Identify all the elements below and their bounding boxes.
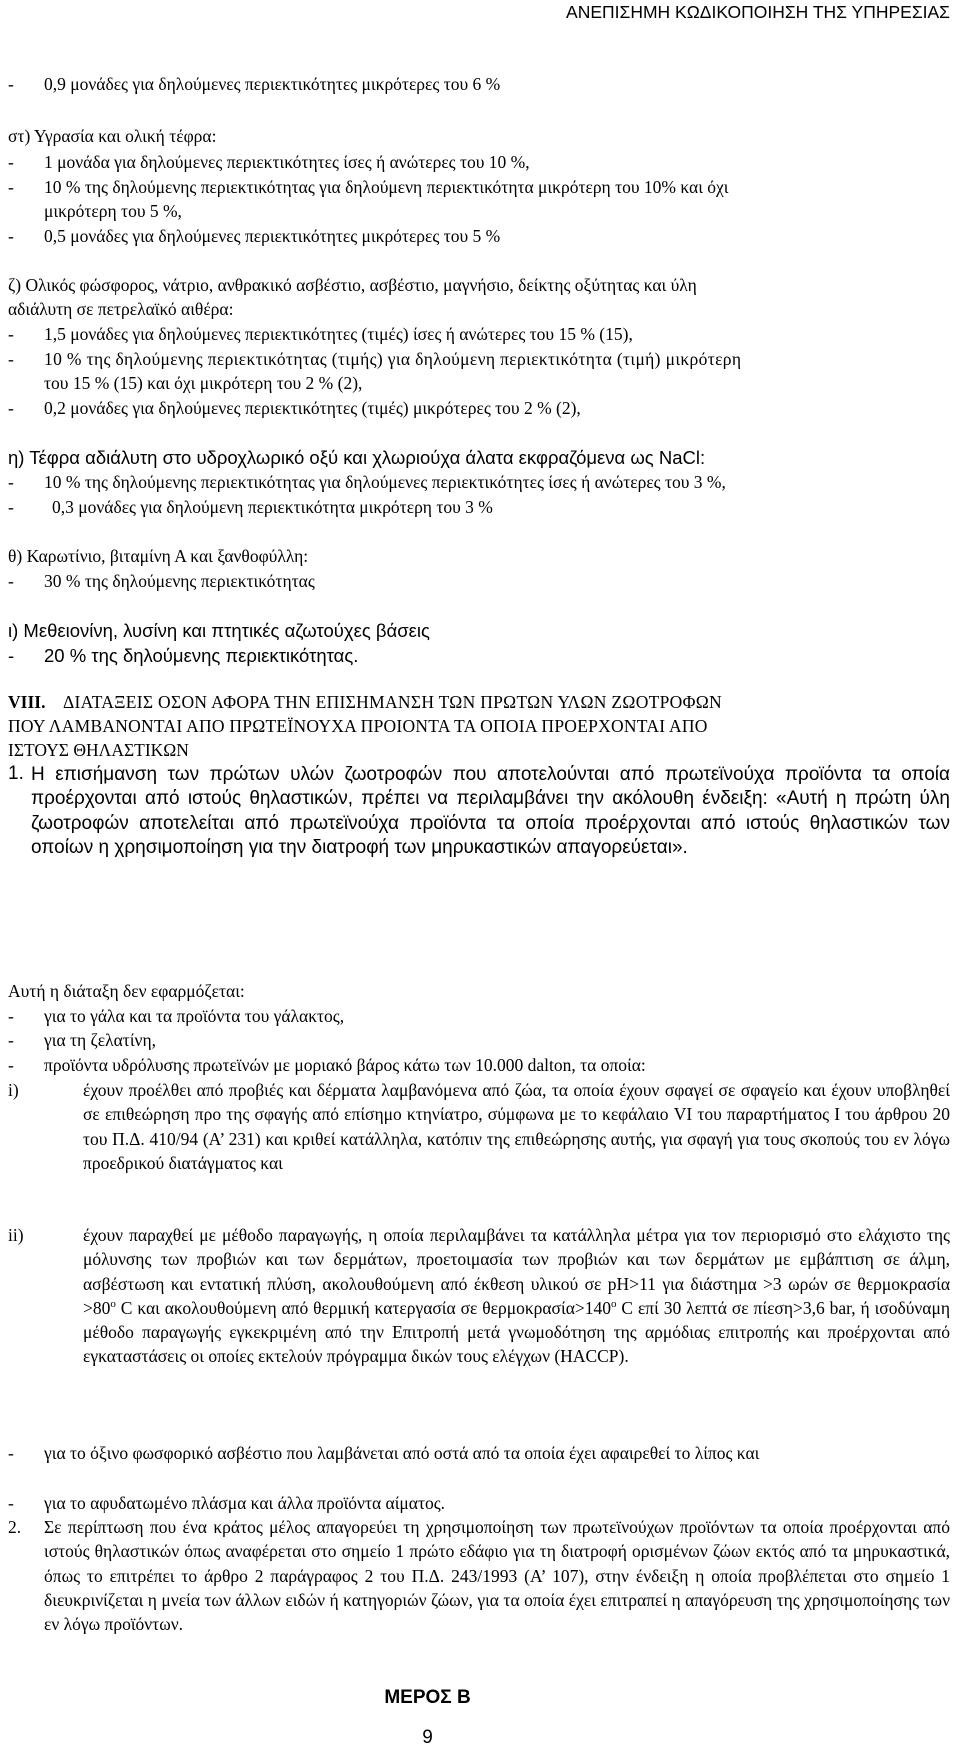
section-heading: στ) Υγρασία και ολική τέφρα: [8, 126, 217, 146]
page-header: ΑΝΕΠΙΣΗΜΗ ΚΩΔΙΚΟΠΟΙΗΣΗ ΤΗΣ ΥΠΗΡΕΣΙΑΣ [566, 2, 950, 22]
item-i-text: έχουν προέλθει από προβιές και δέρματα λαμβανόμενα από ζώα, τα οποία έχουν σφαγεί σε σφαγείο και έχουν υποβληθεί σε επιθεώρηση προ της σφαγής από επίσημο κτηνίατρο, σύμφωνα με το κεφάλαιο VI του παραρτήματος Ι του άρθρου 20 του Π.Δ. 410/94 (Α’ 231) και κριθεί κατάλληλα, κατόπιν της επιθεώρησης αυτής, για σφαγή για τους σκοπούς του εν λόγω προεδρικού διατάγματος και [83, 1080, 950, 1173]
exemptions-heading: Αυτή η διάταξη δεν εφαρμόζεται: [8, 981, 245, 1001]
section-heading: η) Τέφρα αδιάλυτη στο υδροχλωρικό οξύ και χλωριούχα άλατα εκφραζόμενα ως NaCl: [8, 447, 706, 468]
section-heading: ζ) Ολικός φώσφορος, νάτριο, ανθρακικό ασβέστιο, ασβέστιο, μαγνήσιο, δείκτης οξύτητας και ύλη [8, 275, 697, 295]
item-label: i) [8, 1080, 19, 1100]
page-number: 9 [422, 1727, 433, 1748]
part-label: ΜΕΡΟΣ Β [384, 1687, 471, 1708]
item-label: ii) [8, 1225, 24, 1245]
paragraph-2-number: 2. [8, 1517, 22, 1537]
section-heading: θ) Καρωτίνιο, βιταμίνη Α και ξανθοφύλλη: [8, 546, 309, 566]
section-title: ΔΙΑΤΑΞΕΙΣ ΟΣΟΝ ΑΦΟΡΑ ΤΗΝ ΕΠΙΣΗΜΑΝΣΗ ΤΩΝ ΠΡΩΤΩΝ ΥΛΩΝ ΖΩΟΤΡΟΦΩΝ [63, 692, 722, 712]
section-number: VIII. [8, 692, 46, 712]
document-page: ΑΝΕΠΙΣΗΜΗ ΚΩΔΙΚΟΠΟΙΗΣΗ ΤΗΣ ΥΠΗΡΕΣΙΑΣ - 0,9 μονάδες για δηλούμενες περιεκτικότητες μικρότερες του 6 % στ) Υγρασία και ολική τέφρα: - 1 μονάδα για δηλούμενες περιεκτικότητες ίσες ή ανώτερες του 10 %, - 10 % της δηλούμενης περιεκτικότητας για δηλούμενη περιεκτικότητα μικρότερη του 10% και όχι μικρότερη του 5 %, - 0,5 μονάδες για δηλούμενες περιεκτικότητες μικρότερες του 5 % ζ) Ολικός φώσφορος, νάτριο, ανθρακικό ασβέστιο, ασβέστιο, μαγνήσιο, δείκτης οξύτητας και ύλη αδιάλυτη σε πετρελαϊκό αιθέρα: - 1,5 μονάδες για δηλούμενες περιεκτικότητες (τιμές) ίσες ή ανώτερες του 15 % (15), - 10 % της δηλούμενης περιεκτικότητας (τιμής) για δηλούμενη περιεκτικότητα (τιμή) μικρότερη του 15 % (15) και όχι μικρότερη του 2 % (2), - 0,2 μονάδες για δηλούμενες περιεκτικότητες (τιμές) μικρότερες του 2 % (2), η) Τέφρα αδιάλυτη στο υδροχλωρικό οξύ και χλωριούχα άλατα εκφραζόμενα ως NaCl: - 10 % της δηλούμενης περιεκτικότητας για δηλούμενες περιεκτικότητες ίσες ή ανώτερες του 3 %, - 0,3 μονάδες για δηλούμενη περιεκτικότητα μικρότερη του 3 % θ) Καρωτίνιο, βιταμίνη Α και ξανθοφύλλη: - 30 % της δηλούμενης περιεκτικότητας ι) Μεθειονίνη, λυσίνη και πτητικές αζωτούχες βάσεις - 20 % της δηλούμενης περιεκτικότητας. VIII. ΔΙΑΤΑΞΕΙΣ ΟΣΟΝ ΑΦΟΡΑ ΤΗΝ ΕΠΙΣΗΜΑΝΣΗ ΤΩΝ ΠΡΩΤΩΝ ΥΛΩΝ ΖΩΟΤΡΟΦΩΝ ΠΟΥ ΛΑΜΒΑΝΟΝΤΑΙ ΑΠΟ ΠΡΩΤΕΪΝΟΥΧΑ ΠΡΟΙΟΝΤΑ ΤΑ ΟΠΟΙΑ ΠΡΟΕΡΧΟΝΤΑΙ ΑΠΟ ΙΣΤΟΥΣ ΘΗΛΑΣΤΙΚΩΝ 1. Η επισήμανση των πρώτων υλών ζωοτροφών που αποτελούνται από πρωτεϊνούχα προϊόντα τα οποία προέρχονται από ιστούς θηλαστικών, πρέπει να περιλαμβάνει την ακόλουθη ένδειξη: «Αυτή η πρώτη ύλη ζωοτροφών αποτελείται από πρωτεϊνούχα προϊόντα τα οποία προέρχονται από ιστούς θηλαστικών των οποίων η χρησιμοποίηση για την διατροφή των μηρυκαστικών απαγορεύεται». Αυτή η διάταξη δεν εφαρμόζεται: - για το γάλα και τα προϊόντα του γάλακτος, - για τη ζελατίνη, - προϊόντα υδρόλυσης πρωτεϊνών με μοριακό βάρος κάτω των 10.000 dalton, τα οποία: i) έχουν προέλθει από προβιές και δέρματα λαμβανόμενα από ζώα, τα οποία έχουν σφαγεί σε σφαγείο και έχουν υποβληθεί σε επιθεώρηση προ της σφαγής από επίσημο κτηνίατρο, σύμφωνα με το κεφάλαιο VI του παραρτήματος Ι του άρθρου 20 του Π.Δ. 410/94 (Α’ 231) και κριθεί κατάλληλα, κατόπιν της επιθεώρησης αυτής, για σφαγή για τους σκοπούς του εν λόγω προεδρικού διατάγματος και ii) έχουν παραχθεί με μέθοδο παραγωγής, η οποία περιλαμβάνει τα κατάλληλα μέτρα για τον περιορισμό στο ελάχιστο της μόλυνσης των προβιών και των δερμάτων, προετοιμασία των προβιών και των δερμάτων με εμβάπτιση σε άλμη, ασβέστωση και εντατική πλύση, ακολουθούμενη από έκθεση υλικού σε pH>11 για διάστημα >3 ωρών σε $\theta\varepsilon\rho\mu o\kappa\rho\alpha\sigma ί\alpha >80^o$ C και ακολουθούμενη από θερμική κατεργασία σε $\theta\varepsilon\rho\mu o\kappa\rho\alpha\sigma ί\alpha>140^o$ C επί 30 λεπτά σε πίεση>3,6 bar, ή ισοδύναμη μέθοδο παραγωγής εγκεκριμένη από την Επιτροπή μετά γνωμοδότηση της αρμόδιας επιτροπής και προέρχονται από εγκαταστάσεις οι οποίες εκτελούν πρόγραμμα δικών τους ελέγχων (HACCP). - για το όξινο φωσφορικό ασβέστιο που λαμβάνεται από οστά από τα οποία έχει αφαιρεθεί το λίπος και - για το αφυδατωμένο πλάσμα και άλλα προϊόντα αίματος. 2. Σε περίπτωση που ένα κράτος μέλος απαγορεύει τη χρησιμοποίηση των πρωτεϊνούχων προϊόντων τα οποία προέρχονται από ιστούς θηλαστικών όπως αναφέρεται στο σημείο 1 πρώτο εδάφιο για τη διατροφή ορισμένων ζώων εκτός από τα μηρυκαστικά, όπως το επιτρέπει το άρθρο 2 παράγραφος 2 του Π.Δ. 243/1993 (Α’ 107), στην ένδειξη η οποία προβλέπεται στο σημείο 1 διευκρινίζεται η μνεία των άλλων ειδών ή κατηγοριών ζώων, για τα οποία έχει επιτραπεί η απαγόρευση της χρησιμοποίησης των εν λόγω προϊόντων. ΜΕΡΟΣ Β 9 [0, 0, 960, 1761]
item-ii-text: έχουν παραχθεί με μέθοδο παραγωγής, η οποία περιλαμβάνει τα κατάλληλα μέτρα για τον περιορισμό στο ελάχιστο της μόλυνσης των προβιών και των δερμάτων, προετοιμασία των προβιών και των δερμάτων με εμβάπτιση σε άλμη, ασβέστωση και εντατική πλύση, ακολουθούμενη από έκθεση υλικού σε pH>11 για διάστημα >3 ωρών σε $\theta\varepsilon\rho\mu o\kappa\rho\alpha\sigma ί\alpha >80^o$ C και ακολουθούμενη από θερμική κατεργασία σε $\theta\varepsilon\rho\mu o\kappa\rho\alpha\sigma ί\alpha>140^o$ C επί 30 λεπτά σε πίεση>3,6 bar, ή ισοδύναμη μέθοδο παραγωγής εγκεκριμένη από την Επιτροπή μετά γνωμοδότηση της αρμόδιας επιτροπής και προέρχονται από εγκαταστάσεις οι οποίες εκτελούν πρόγραμμα δικών τους ελέγχων (HACCP). [83, 1225, 951, 1367]
paragraph-2-text: Σε περίπτωση που ένα κράτος μέλος απαγορεύει τη χρησιμοποίηση των πρωτεϊνούχων προϊόντων τα οποία προέρχονται από ιστούς θηλαστικών όπως αναφέρεται στο σημείο 1 πρώτο εδάφιο για τη διατροφή ορισμένων ζώων εκτός από τα μηρυκαστικά, όπως το επιτρέπει το άρθρο 2 παράγραφος 2 του Π.Δ. 243/1993 (Α’ 107), στην ένδειξη η οποία προβλέπεται στο σημείο 1 διευκρινίζεται η μνεία των άλλων ειδών ή κατηγοριών ζώων, για τα οποία έχει επιτραπεί η απαγόρευση της χρησιμοποίησης των εν λόγω προϊόντων. [44, 1517, 950, 1635]
section-heading: ι) Μεθειονίνη, λυσίνη και πτητικές αζωτούχες βάσεις [8, 620, 430, 641]
